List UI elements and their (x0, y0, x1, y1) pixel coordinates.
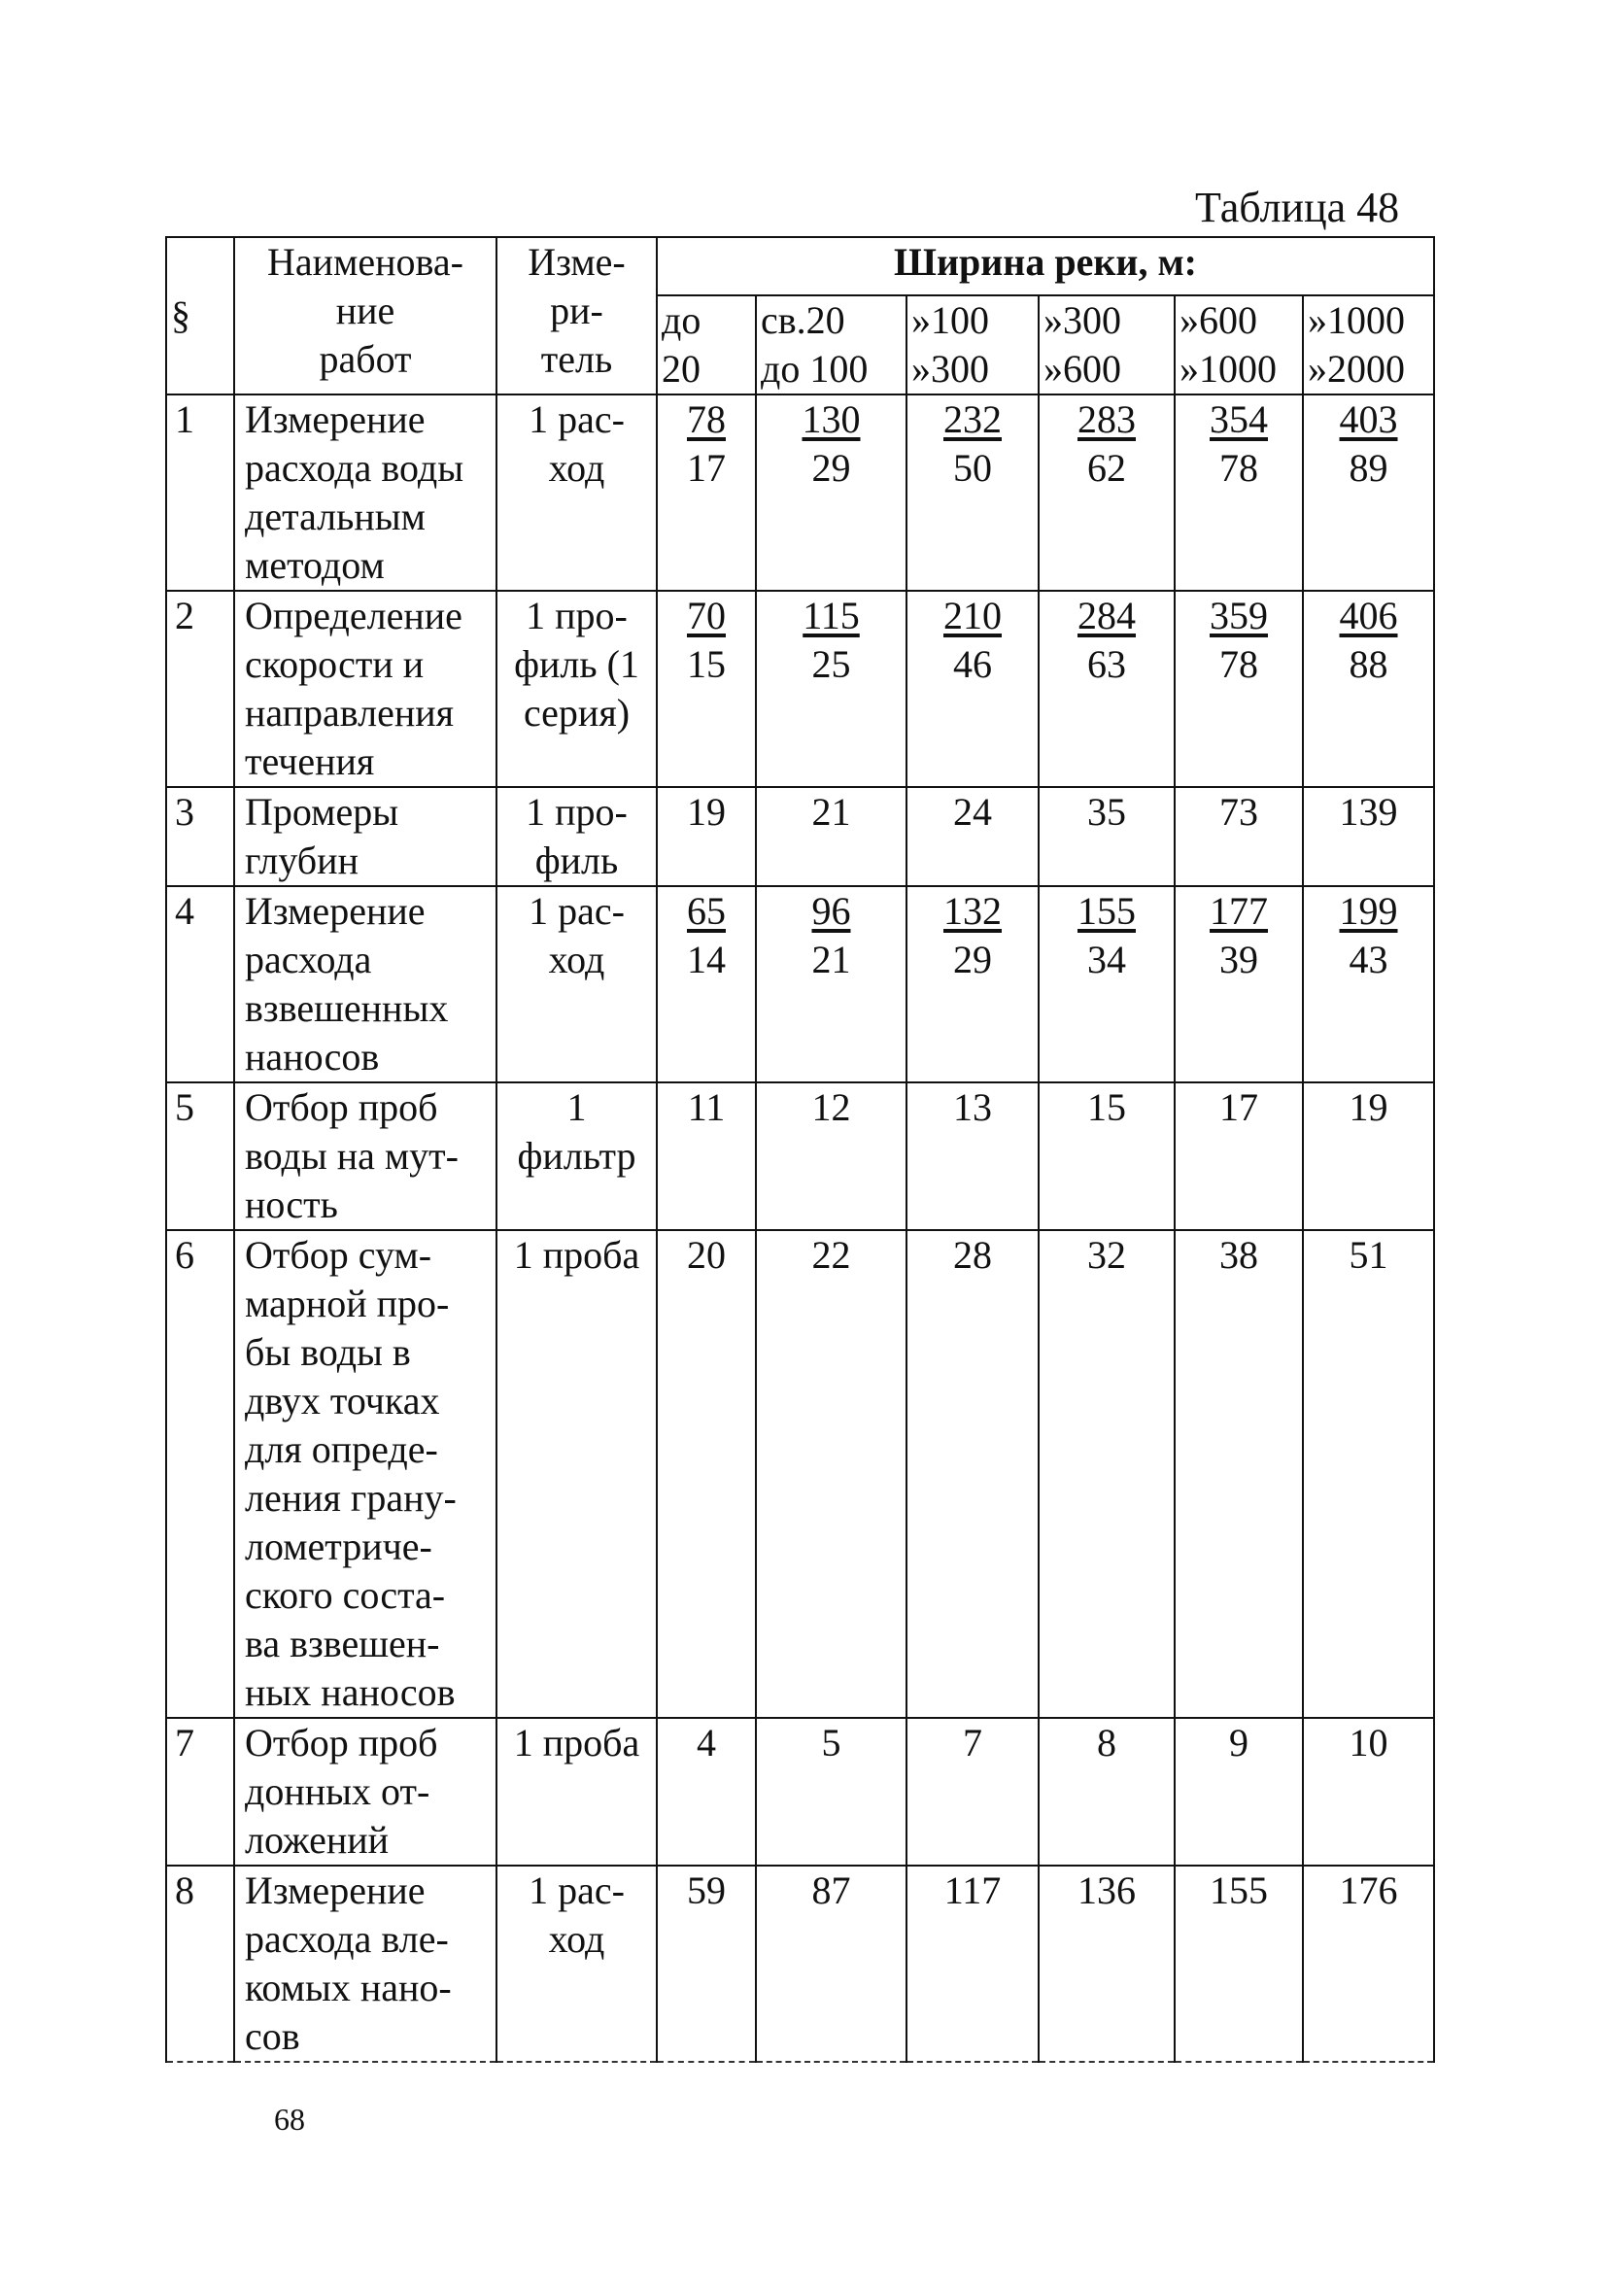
header-col-width: »100 »300 (906, 295, 1039, 394)
fraction-value (943, 395, 1002, 493)
numerator: 177 (1210, 889, 1268, 933)
fraction-value (812, 887, 851, 984)
work-name-cell: Отбор сум- марной про- бы воды в двух точках для опреде- ления грану- лометриче- ского соста- ва взвешен- ных наносов (234, 1230, 496, 1718)
unit-cell: 1 проба (496, 1718, 657, 1866)
denominator: 46 (953, 642, 992, 686)
value-cell: 15 (1039, 1082, 1175, 1230)
unit-cell: 1 про- филь (496, 787, 657, 886)
fraction-value (687, 887, 726, 984)
denominator: 89 (1349, 446, 1388, 490)
unit-cell: 1 проба (496, 1230, 657, 1718)
value-cell (1175, 394, 1303, 591)
row-number: 5 (166, 1082, 234, 1230)
row-number: 1 (166, 394, 234, 591)
fraction-value (1077, 592, 1136, 689)
unit-cell: 1 про- филь (1 серия) (496, 591, 657, 787)
value-cell (1175, 886, 1303, 1082)
value-cell (1039, 591, 1175, 787)
numerator: 115 (803, 594, 860, 637)
numerator: 96 (811, 889, 851, 933)
value-cell: 7 (906, 1718, 1039, 1866)
value-cell (1303, 591, 1434, 787)
numerator: 283 (1077, 397, 1136, 441)
value-cell: 12 (756, 1082, 906, 1230)
row-number: 2 (166, 591, 234, 787)
work-name-cell: Отбор проб воды на мут- ность (234, 1082, 496, 1230)
row-number: 6 (166, 1230, 234, 1718)
denominator: 88 (1349, 642, 1388, 686)
value-cell (906, 591, 1039, 787)
header-col-width: »1000 »2000 (1303, 295, 1434, 394)
value-cell: 13 (906, 1082, 1039, 1230)
value-cell: 117 (906, 1866, 1039, 2062)
fraction-value (1210, 395, 1268, 493)
value-cell (756, 591, 906, 787)
value-cell (756, 394, 906, 591)
fraction-value (1077, 887, 1136, 984)
value-cell: 139 (1303, 787, 1434, 886)
denominator: 25 (811, 642, 851, 686)
table-row (166, 591, 1434, 787)
table-row (166, 886, 1434, 1082)
value-cell: 35 (1039, 787, 1175, 886)
numerator: 199 (1339, 889, 1398, 933)
value-cell (657, 886, 756, 1082)
value-cell: 136 (1039, 1866, 1175, 2062)
numerator: 65 (687, 889, 726, 933)
value-cell: 51 (1303, 1230, 1434, 1718)
work-name-cell: Измерение расхода взвешенных наносов (234, 886, 496, 1082)
value-cell: 73 (1175, 787, 1303, 886)
header-col-width: »600 »1000 (1175, 295, 1303, 394)
header-col-width: св.20 до 100 (756, 295, 906, 394)
fraction-value (1340, 592, 1398, 689)
value-cell: 19 (1303, 1082, 1434, 1230)
denominator: 29 (811, 446, 851, 490)
fraction-value (687, 395, 726, 493)
value-cell: 17 (1175, 1082, 1303, 1230)
value-cell: 176 (1303, 1866, 1434, 2062)
header-row-1 (166, 237, 1434, 295)
work-name-cell: Отбор проб донных от- ложений (234, 1718, 496, 1866)
value-cell (906, 886, 1039, 1082)
fraction-value (803, 395, 861, 493)
denominator: 21 (811, 938, 851, 981)
fraction-value (1340, 395, 1398, 493)
page-number: 68 (274, 2102, 305, 2137)
header-unit: Изме- ри- тель (496, 237, 657, 394)
fraction-value (943, 887, 1002, 984)
unit-cell: 1 рас- ход (496, 1866, 657, 2062)
fraction-value (1077, 395, 1136, 493)
numerator: 70 (687, 594, 726, 637)
row-number: 8 (166, 1866, 234, 2062)
numerator: 78 (687, 397, 726, 441)
work-norms-table (165, 236, 1435, 2063)
fraction-value (687, 592, 726, 689)
value-cell: 4 (657, 1718, 756, 1866)
value-cell: 5 (756, 1718, 906, 1866)
row-number: 7 (166, 1718, 234, 1866)
value-cell: 10 (1303, 1718, 1434, 1866)
fraction-value (1210, 592, 1268, 689)
header-work-name: Наименова- ние работ (234, 237, 496, 394)
header-col-width: »300 »600 (1039, 295, 1175, 394)
denominator: 29 (953, 938, 992, 981)
denominator: 39 (1219, 938, 1258, 981)
table-row (166, 1230, 1434, 1718)
value-cell: 21 (756, 787, 906, 886)
header-col-width: до 20 (657, 295, 756, 394)
denominator: 17 (687, 446, 726, 490)
numerator: 284 (1077, 594, 1136, 637)
table-row (166, 1866, 1434, 2062)
value-cell (906, 394, 1039, 591)
value-cell: 59 (657, 1866, 756, 2062)
numerator: 155 (1077, 889, 1136, 933)
denominator: 78 (1219, 642, 1258, 686)
unit-cell: 1 фильтр (496, 1082, 657, 1230)
denominator: 63 (1087, 642, 1126, 686)
value-cell: 32 (1039, 1230, 1175, 1718)
value-cell: 87 (756, 1866, 906, 2062)
numerator: 132 (943, 889, 1002, 933)
numerator: 406 (1339, 594, 1398, 637)
denominator: 14 (687, 938, 726, 981)
value-cell: 19 (657, 787, 756, 886)
fraction-value (803, 592, 860, 689)
work-name-cell: Определение скорости и направления течения (234, 591, 496, 787)
value-cell: 9 (1175, 1718, 1303, 1866)
header-river-width: Ширина реки, м: (657, 237, 1434, 295)
value-cell: 28 (906, 1230, 1039, 1718)
unit-cell: 1 рас- ход (496, 886, 657, 1082)
work-name-cell: Промеры глубин (234, 787, 496, 886)
unit-cell: 1 рас- ход (496, 394, 657, 591)
value-cell: 11 (657, 1082, 756, 1230)
value-cell (1303, 886, 1434, 1082)
work-name-cell: Измерение расхода воды детальным методом (234, 394, 496, 591)
numerator: 232 (943, 397, 1002, 441)
table-row (166, 1082, 1434, 1230)
table-row (166, 1718, 1434, 1866)
numerator: 210 (943, 594, 1002, 637)
value-cell (1175, 591, 1303, 787)
value-cell (756, 886, 906, 1082)
value-cell: 38 (1175, 1230, 1303, 1718)
numerator: 403 (1339, 397, 1398, 441)
numerator: 359 (1210, 594, 1268, 637)
work-name-cell: Измерение расхода вле- комых нано- сов (234, 1866, 496, 2062)
value-cell: 24 (906, 787, 1039, 886)
denominator: 34 (1087, 938, 1126, 981)
value-cell (657, 591, 756, 787)
value-cell (657, 394, 756, 591)
fraction-value (1210, 887, 1268, 984)
value-cell: 22 (756, 1230, 906, 1718)
header-section-sign: § (166, 237, 234, 394)
denominator: 50 (953, 446, 992, 490)
numerator: 130 (802, 397, 861, 441)
value-cell (1303, 394, 1434, 591)
denominator: 78 (1219, 446, 1258, 490)
row-number: 3 (166, 787, 234, 886)
value-cell: 155 (1175, 1866, 1303, 2062)
table-row (166, 787, 1434, 886)
fraction-value (1340, 887, 1398, 984)
table-caption: Таблица 48 (1195, 184, 1400, 231)
value-cell (1039, 886, 1175, 1082)
row-number: 4 (166, 886, 234, 1082)
denominator: 62 (1087, 446, 1126, 490)
numerator: 354 (1210, 397, 1268, 441)
denominator: 43 (1349, 938, 1388, 981)
value-cell: 8 (1039, 1718, 1175, 1866)
denominator: 15 (687, 642, 726, 686)
value-cell (1039, 394, 1175, 591)
value-cell: 20 (657, 1230, 756, 1718)
fraction-value (943, 592, 1002, 689)
table-row (166, 394, 1434, 591)
